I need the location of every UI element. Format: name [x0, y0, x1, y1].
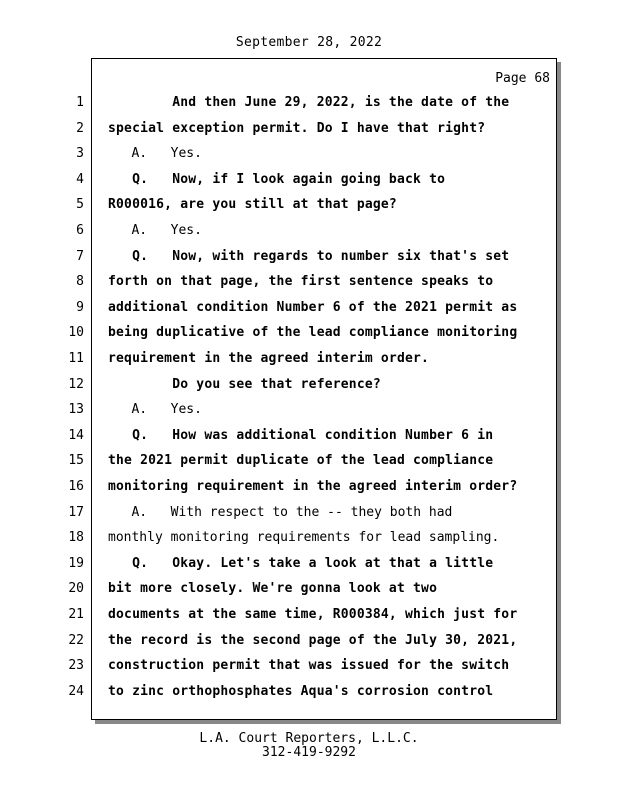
reporter-phone: 312-419-9292 [262, 745, 356, 760]
transcript-line: additional condition Number 6 of the 2021 permit as [108, 299, 518, 315]
line-number: 1 [76, 95, 84, 110]
transcript-line: monthly monitoring requirements for lead sampling. [108, 530, 500, 546]
line-number: 19 [68, 555, 84, 571]
line-number: 4 [76, 171, 84, 187]
transcript-line: forth on that page, the first sentence speaks to [108, 274, 494, 290]
line-number: 15 [68, 453, 84, 469]
line-number: 23 [68, 658, 84, 674]
transcript-line: A. Yes. [108, 402, 202, 418]
transcript-line: bit more closely. We're gonna look at two [108, 581, 438, 597]
line-number: 18 [68, 530, 84, 546]
line-number: 17 [68, 504, 84, 520]
line-number: 16 [68, 479, 84, 494]
transcript-line: being duplicative of the lead compliance monitoring [108, 325, 518, 341]
transcript-line: A. Yes. [108, 146, 202, 162]
transcript-line: A. With respect to the -- they both had [108, 504, 453, 520]
line-number: 14 [68, 427, 84, 443]
line-number: 5 [76, 197, 84, 213]
transcript-line: documents at the same time, R000384, which just for [108, 607, 518, 622]
transcript-line: R000016, are you still at that page? [108, 197, 397, 213]
line-number: 20 [68, 581, 84, 597]
line-number: 24 [68, 683, 84, 699]
reporter-company: L.A. Court Reporters, L.L.C. [199, 731, 419, 746]
transcript-line: Q. How was additional condition Number 6 in [108, 427, 494, 443]
line-number: 22 [68, 632, 84, 648]
transcript-line: monitoring requirement in the agreed interim order? [108, 479, 518, 494]
transcript-date: September 28, 2022 [235, 35, 383, 50]
line-number: 13 [68, 402, 84, 418]
transcript-line: the record is the second page of the July 30, 2021, [108, 632, 518, 648]
transcript-line: Q. Now, with regards to number six that's set [108, 248, 510, 264]
transcript-line: construction permit that was issued for the switch [108, 658, 510, 674]
line-number: 10 [68, 325, 84, 341]
line-number: 11 [68, 351, 84, 366]
line-number: 2 [76, 120, 84, 136]
transcript-line: A. Yes. [108, 223, 202, 238]
line-number: 8 [76, 274, 84, 290]
line-number: 3 [76, 146, 84, 162]
line-number: 6 [76, 223, 84, 238]
transcript-line: Q. Now, if I look again going back to [108, 171, 446, 187]
transcript-line: to zinc orthophosphates Aqua's corrosion control [108, 683, 494, 699]
line-number: 12 [68, 376, 84, 392]
line-number: 7 [76, 248, 84, 264]
line-number: 9 [76, 299, 84, 315]
transcript-line: the 2021 permit duplicate of the lead compliance [108, 453, 494, 469]
line-number: 21 [68, 607, 84, 622]
transcript-line: Q. Okay. Let's take a look at that a little [108, 555, 494, 571]
transcript-line: special exception permit. Do I have that right? [108, 120, 486, 136]
transcript-line: And then June 29, 2022, is the date of the [108, 95, 510, 110]
page-number: Page 68 [495, 71, 550, 86]
footer [0, 732, 618, 760]
transcript-line: requirement in the agreed interim order. [108, 351, 430, 366]
transcript-line: Do you see that reference? [108, 376, 381, 392]
